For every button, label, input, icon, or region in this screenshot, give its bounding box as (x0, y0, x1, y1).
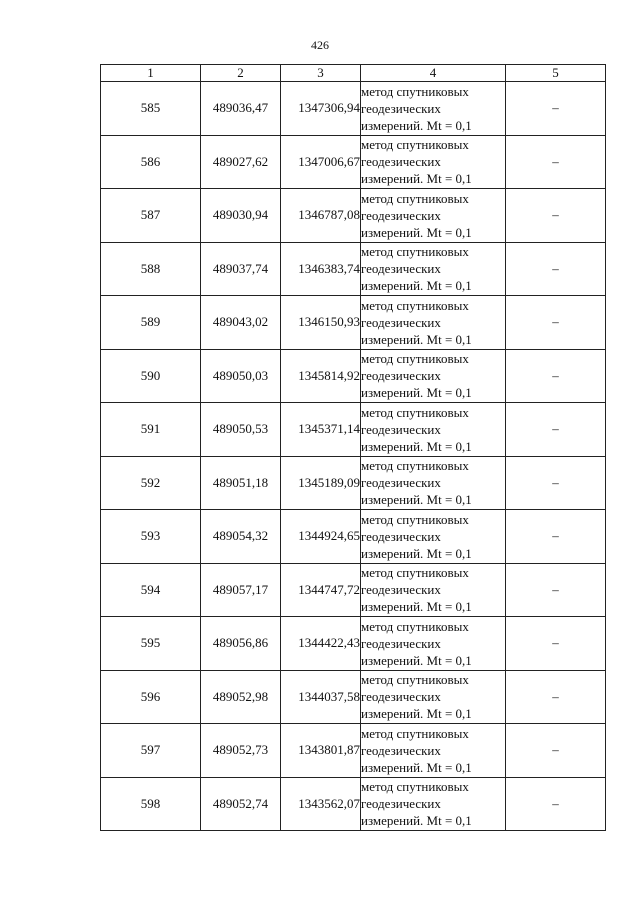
method-line: метод спутниковых (361, 244, 469, 260)
method-line: геодезических (361, 154, 441, 170)
note-cell: – (506, 349, 606, 403)
x-coordinate-cell: 489054,32 (201, 510, 281, 564)
method-line: измерений. Mt = 0,1 (361, 117, 472, 133)
method-line: геодезических (361, 100, 441, 116)
coordinates-table (100, 64, 606, 831)
x-coordinate-cell: 489056,86 (201, 617, 281, 671)
point-number-cell: 590 (101, 349, 201, 403)
y-coordinate-cell: 1343801,87 (281, 724, 361, 778)
page-number: 426 (311, 38, 329, 52)
point-number-cell: 597 (101, 724, 201, 778)
method-line: геодезических (361, 635, 441, 651)
table-row (101, 349, 606, 403)
method-line: измерений. Mt = 0,1 (361, 652, 472, 668)
method-line: измерений. Mt = 0,1 (361, 438, 472, 454)
table-row (101, 617, 606, 671)
method-line: измерений. Mt = 0,1 (361, 813, 472, 829)
note-cell: – (506, 617, 606, 671)
note-cell: – (506, 777, 606, 831)
method-line: геодезических (361, 421, 441, 437)
method-line: метод спутниковых (361, 190, 469, 206)
method-cell (361, 242, 506, 296)
method-cell (361, 403, 506, 457)
method-line: измерений. Mt = 0,1 (361, 545, 472, 561)
table-row (101, 242, 606, 296)
table-row (101, 82, 606, 136)
method-line: измерений. Mt = 0,1 (361, 492, 472, 508)
point-number-cell: 589 (101, 296, 201, 350)
point-number-cell: 594 (101, 563, 201, 617)
note-cell: – (506, 456, 606, 510)
note-cell: – (506, 189, 606, 243)
method-line: метод спутниковых (361, 725, 469, 741)
method-line: метод спутниковых (361, 83, 469, 99)
y-coordinate-cell: 1345371,14 (281, 403, 361, 457)
table-row (101, 510, 606, 564)
method-cell (361, 510, 506, 564)
method-cell (361, 82, 506, 136)
note-cell: – (506, 670, 606, 724)
x-coordinate-cell: 489043,02 (201, 296, 281, 350)
method-line: измерений. Mt = 0,1 (361, 385, 472, 401)
y-coordinate-cell: 1346150,93 (281, 296, 361, 350)
method-line: метод спутниковых (361, 297, 469, 313)
y-coordinate-cell: 1346383,74 (281, 242, 361, 296)
note-cell: – (506, 510, 606, 564)
header-cell-method: 4 (361, 65, 506, 82)
x-coordinate-cell: 489052,73 (201, 724, 281, 778)
point-number-cell: 587 (101, 189, 201, 243)
method-cell (361, 296, 506, 350)
method-line: метод спутниковых (361, 137, 469, 153)
x-coordinate-cell: 489057,17 (201, 563, 281, 617)
point-number-cell: 585 (101, 82, 201, 136)
point-number-cell: 586 (101, 135, 201, 189)
y-coordinate-cell: 1347306,94 (281, 82, 361, 136)
x-coordinate-cell: 489050,03 (201, 349, 281, 403)
x-coordinate-cell: 489036,47 (201, 82, 281, 136)
point-number-cell: 588 (101, 242, 201, 296)
y-coordinate-cell: 1344037,58 (281, 670, 361, 724)
point-number-cell: 593 (101, 510, 201, 564)
table-row (101, 563, 606, 617)
note-cell: – (506, 563, 606, 617)
method-cell (361, 349, 506, 403)
method-line: измерений. Mt = 0,1 (361, 759, 472, 775)
method-line: измерений. Mt = 0,1 (361, 599, 472, 615)
y-coordinate-cell: 1347006,67 (281, 135, 361, 189)
method-line: геодезических (361, 689, 441, 705)
method-line: геодезических (361, 261, 441, 277)
x-coordinate-cell: 489052,98 (201, 670, 281, 724)
x-coordinate-cell: 489051,18 (201, 456, 281, 510)
x-coordinate-cell: 489030,94 (201, 189, 281, 243)
point-number-cell: 596 (101, 670, 201, 724)
table-row (101, 670, 606, 724)
header-cell-x: 2 (201, 65, 281, 82)
header-cell-y: 3 (281, 65, 361, 82)
table-row (101, 777, 606, 831)
method-line: геодезических (361, 528, 441, 544)
table-row (101, 135, 606, 189)
method-line: геодезических (361, 314, 441, 330)
note-cell: – (506, 724, 606, 778)
method-line: метод спутниковых (361, 672, 469, 688)
method-line: геодезических (361, 475, 441, 491)
note-cell: – (506, 135, 606, 189)
method-line: метод спутниковых (361, 618, 469, 634)
method-line: геодезических (361, 742, 441, 758)
method-line: измерений. Mt = 0,1 (361, 224, 472, 240)
method-cell (361, 456, 506, 510)
method-line: геодезических (361, 796, 441, 812)
note-cell: – (506, 82, 606, 136)
method-cell (361, 563, 506, 617)
table-body (101, 82, 606, 831)
x-coordinate-cell: 489027,62 (201, 135, 281, 189)
note-cell: – (506, 403, 606, 457)
point-number-cell: 592 (101, 456, 201, 510)
x-coordinate-cell: 489037,74 (201, 242, 281, 296)
table-row (101, 403, 606, 457)
y-coordinate-cell: 1344422,43 (281, 617, 361, 671)
point-number-cell: 595 (101, 617, 201, 671)
y-coordinate-cell: 1346787,08 (281, 189, 361, 243)
y-coordinate-cell: 1344924,65 (281, 510, 361, 564)
table-header (101, 65, 606, 82)
method-cell (361, 724, 506, 778)
method-line: геодезических (361, 582, 441, 598)
header-row (101, 65, 606, 82)
method-line: геодезических (361, 368, 441, 384)
note-cell: – (506, 296, 606, 350)
method-line: геодезических (361, 207, 441, 223)
point-number-cell: 598 (101, 777, 201, 831)
method-line: метод спутниковых (361, 351, 469, 367)
note-cell: – (506, 242, 606, 296)
method-line: метод спутниковых (361, 779, 469, 795)
method-line: метод спутниковых (361, 565, 469, 581)
method-line: измерений. Mt = 0,1 (361, 278, 472, 294)
method-cell (361, 670, 506, 724)
table-row (101, 189, 606, 243)
method-line: измерений. Mt = 0,1 (361, 706, 472, 722)
method-cell (361, 189, 506, 243)
y-coordinate-cell: 1344747,72 (281, 563, 361, 617)
y-coordinate-cell: 1343562,07 (281, 777, 361, 831)
y-coordinate-cell: 1345814,92 (281, 349, 361, 403)
method-cell (361, 135, 506, 189)
method-line: измерений. Mt = 0,1 (361, 171, 472, 187)
table-row (101, 456, 606, 510)
x-coordinate-cell: 489052,74 (201, 777, 281, 831)
y-coordinate-cell: 1345189,09 (281, 456, 361, 510)
header-cell-point-number: 1 (101, 65, 201, 82)
method-cell (361, 777, 506, 831)
table-row (101, 724, 606, 778)
x-coordinate-cell: 489050,53 (201, 403, 281, 457)
table-row (101, 296, 606, 350)
header-cell-note: 5 (506, 65, 606, 82)
method-line: метод спутниковых (361, 404, 469, 420)
point-number-cell: 591 (101, 403, 201, 457)
method-line: метод спутниковых (361, 511, 469, 527)
method-cell (361, 617, 506, 671)
method-line: метод спутниковых (361, 458, 469, 474)
method-line: измерений. Mt = 0,1 (361, 331, 472, 347)
